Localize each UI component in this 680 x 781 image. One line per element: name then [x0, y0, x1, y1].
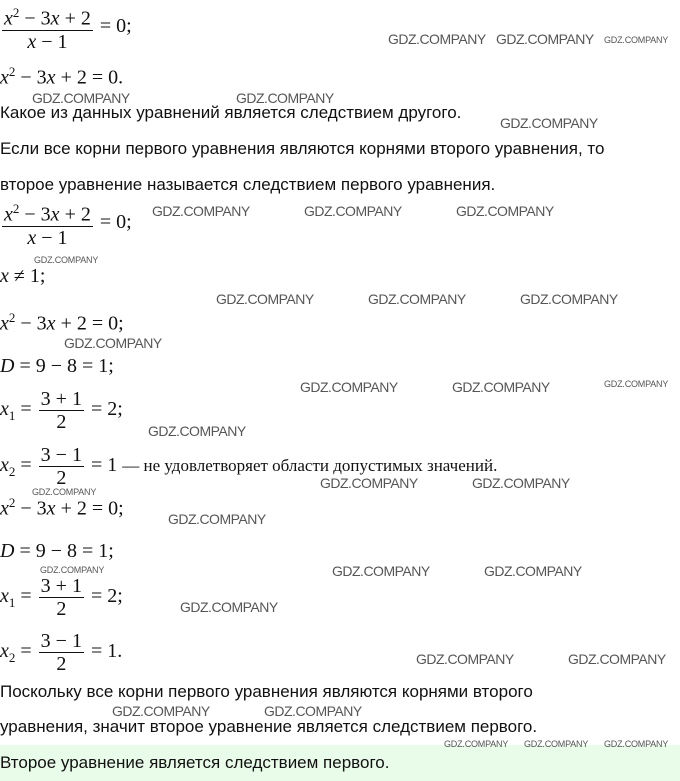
answer-box — [0, 745, 680, 781]
watermark: GDZ.COMPANY — [500, 115, 598, 131]
definition-line-1: Если все корни первого уравнения являются корнями второго уравнения, то — [0, 139, 605, 158]
watermark: GDZ.COMPANY — [34, 255, 99, 265]
solution2-discriminant: D = 9 − 8 = 1; — [0, 540, 114, 562]
answer-text: Второе уравнение является следствием первого. — [0, 753, 390, 772]
x2-note: — не удовлетворяет области допустимых значений. — [122, 456, 498, 476]
definition-line-2: второе уравнение называется следствием первого уравнения. — [0, 175, 496, 194]
watermark: GDZ.COMPANY — [300, 379, 398, 395]
watermark: GDZ.COMPANY — [168, 511, 266, 527]
watermark: GDZ.COMPANY — [368, 291, 466, 307]
conclusion-line-2: уравнения, значит второе уравнение является следствием первого. — [0, 717, 538, 736]
watermark: GDZ.COMPANY — [496, 31, 594, 47]
solution1-quadratic: $x^2 - 3x + 2 = 0$; — [0, 310, 124, 335]
watermark: GDZ.COMPANY — [236, 90, 334, 106]
solution1-discriminant: D = 9 − 8 = 1; — [0, 355, 114, 377]
watermark: GDZ.COMPANY — [64, 335, 162, 351]
conclusion-line-1: Поскольку все корни первого уравнения являются корнями второго — [0, 682, 533, 701]
watermark: GDZ.COMPANY — [416, 651, 514, 667]
watermark: GDZ.COMPANY — [332, 563, 430, 579]
watermark: GDZ.COMPANY — [216, 291, 314, 307]
watermark: GDZ.COMPANY — [472, 475, 570, 491]
watermark: GDZ.COMPANY — [40, 565, 105, 575]
watermark: GDZ.COMPANY — [388, 31, 486, 47]
equation-2: $x^2 - 3x + 2 = 0$. — [0, 64, 124, 89]
solution1-x1: $x_1$ = $\frac{3 + 1}{2}$ = 2; — [0, 388, 123, 433]
watermark: GDZ.COMPANY — [604, 35, 669, 45]
watermark: GDZ.COMPANY — [452, 379, 550, 395]
question-text: Какое из данных уравнений является следствием другого. — [0, 103, 462, 122]
watermark: GDZ.COMPANY — [32, 487, 97, 497]
solution1-equation: $\frac{x^2 - 3x + 2}{x - 1}$ = 0; — [0, 198, 132, 249]
watermark: GDZ.COMPANY — [152, 203, 250, 219]
equation-1: $\frac{x^2 - 3x + 2}{x - 1}$ = 0; — [0, 2, 132, 53]
watermark: GDZ.COMPANY — [520, 291, 618, 307]
watermark: GDZ.COMPANY — [148, 423, 246, 439]
solution1-x2: $x_2$ = $\frac{3 - 1}{2}$ = 1 — не удовлетворяет области допустимых значений. — [0, 444, 498, 489]
watermark: GDZ.COMPANY — [568, 651, 666, 667]
solution1-domain: x ≠ 1; — [0, 265, 46, 287]
watermark: GDZ.COMPANY — [456, 203, 554, 219]
watermark: GDZ.COMPANY — [180, 599, 278, 615]
fraction: $\frac{x^2 - 3x + 2}{x - 1}$ — [2, 2, 93, 53]
watermark: GDZ.COMPANY — [484, 563, 582, 579]
watermark: GDZ.COMPANY — [524, 739, 589, 749]
watermark: GDZ.COMPANY — [604, 379, 669, 389]
watermark: GDZ.COMPANY — [604, 739, 669, 749]
solution2-x1: $x_1$ = $\frac{3 + 1}{2}$ = 2; — [0, 575, 123, 620]
watermark: GDZ.COMPANY — [264, 703, 362, 719]
watermark: GDZ.COMPANY — [112, 703, 210, 719]
solution2-quadratic: $x^2 - 3x + 2 = 0$; — [0, 495, 124, 520]
watermark: GDZ.COMPANY — [304, 203, 402, 219]
watermark: GDZ.COMPANY — [444, 739, 509, 749]
watermark: GDZ.COMPANY — [32, 90, 130, 106]
watermark: GDZ.COMPANY — [320, 475, 418, 491]
solution2-x2: $x_2$ = $\frac{3 - 1}{2}$ = 1. — [0, 630, 123, 675]
